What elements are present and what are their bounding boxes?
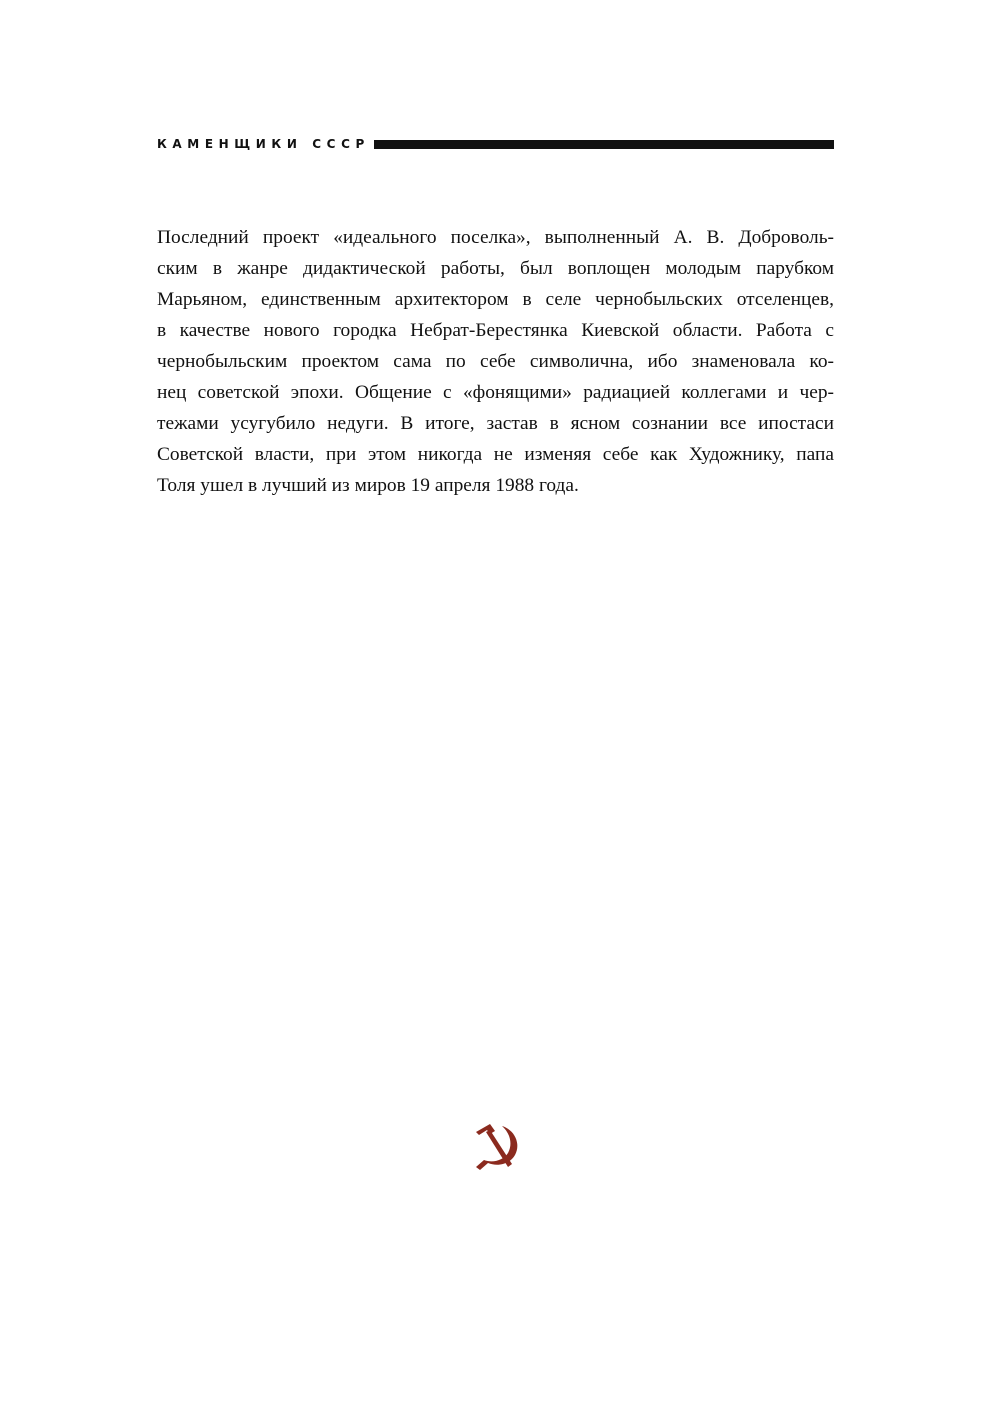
paragraph-line: нец советской эпохи. Общение с «фонящими» радиацией коллегами и чер-	[157, 382, 834, 403]
running-title: КАМЕНЩИКИ СССР	[157, 137, 370, 151]
paragraph-line: ским в жанре дидактической работы, был воплощен молодым парубком	[157, 258, 834, 279]
running-header	[157, 135, 834, 153]
body-paragraph	[157, 222, 834, 501]
paragraph-line: Толя ушел в лучший из миров 19 апреля 1988 года.	[157, 475, 579, 496]
paragraph-line: Последний проект «идеального поселка», выполненный А. В. Доброволь-	[157, 227, 834, 248]
paragraph-line: тежами усугубило недуги. В итоге, застав в ясном сознании все ипостаси	[157, 413, 834, 434]
paragraph-line: Советской власти, при этом никогда не изменяя себе как Художнику, папа	[157, 444, 834, 465]
paragraph-line: чернобыльским проектом сама по себе символична, ибо знаменовала ко-	[157, 351, 834, 372]
header-rule	[374, 140, 834, 149]
paragraph-line: в качестве нового городка Небрат-Берестянка Киевской области. Работа с	[157, 320, 834, 341]
paragraph-line: Марьяном, единственным архитектором в селе чернобыльских отселенцев,	[157, 289, 834, 310]
hammer-and-sickle-icon	[468, 1120, 524, 1172]
